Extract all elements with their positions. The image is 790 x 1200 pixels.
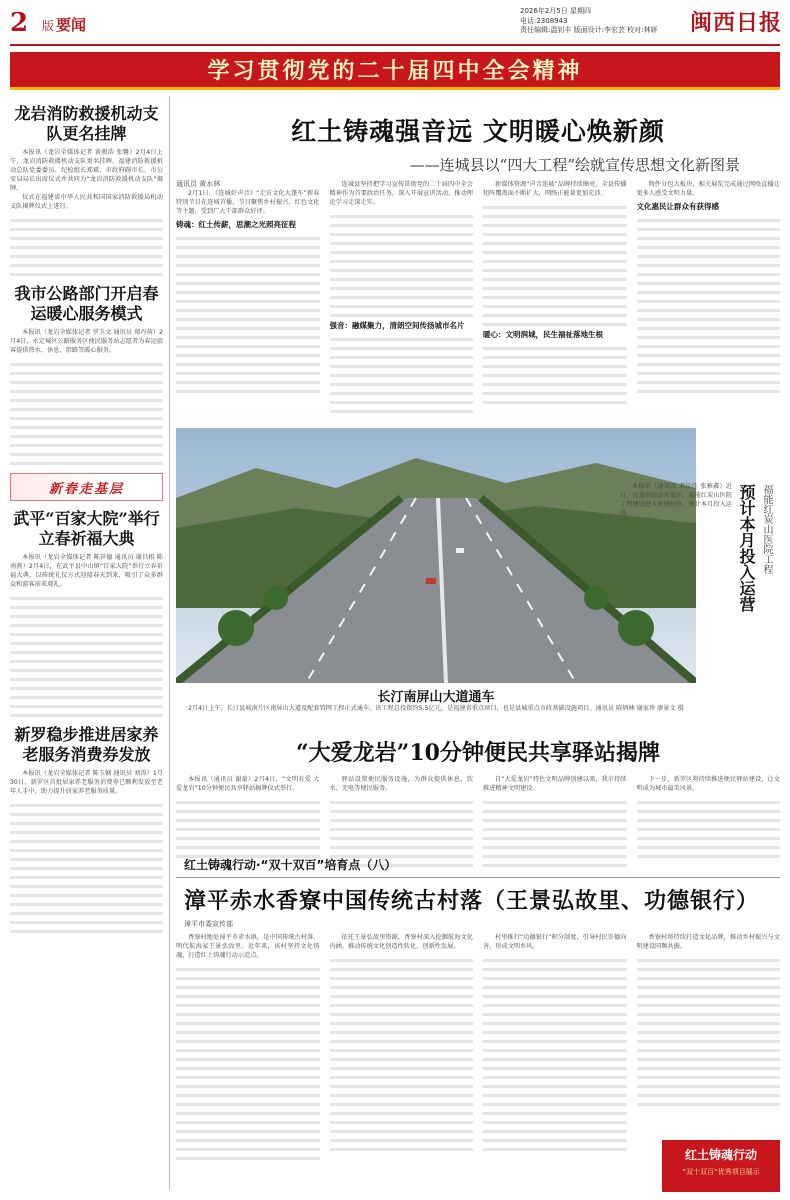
left-story-3-title[interactable]: 武平“百家大院”举行立春祈福大典 (13, 509, 160, 548)
village-byline: 漳平市委宣传部 (184, 920, 233, 928)
left-story-1-body: 本报讯（龙岩全媒体记者 黄骏浩 张馨）2月4日上午，龙岩消防救援机动支队更名挂牌。福建消防救援机动总队党委委员、纪检组长郑斌、市政府副市长、市公安局局长出席仪式并共同为“龙岩消防救援机动支队”揭牌。 (10, 149, 163, 192)
left-story-3 (10, 509, 163, 717)
road-photo-image (176, 428, 696, 683)
lead-story (176, 96, 780, 339)
edition-info: 2026年2月5日 星期四 电话:2308943 责任编辑:温钊丰 版面设计:李宏芸 校对:林妍 (520, 7, 658, 34)
station-col-3: 自“大爱龙岩”特色文明品牌创建以来，我市持续推进精神文明建设。 (483, 775, 627, 875)
village-col-3: 村里推行“功德银行”积分制度，引导村民崇德向善，形成文明乡风。 (483, 933, 627, 1193)
text-filler (10, 798, 163, 933)
lead-subheading-1: 铸魂：红土传薪，思潮之光照亮征程 (176, 220, 296, 229)
lead-col-1: 通讯员 黄水林 2月1日，《连城好声音》“走访文化大篷车”新春特别节目在连城首播，节目聚焦乡村振兴、红色文化等主题，受到广大干部群众好评。 铸魂：红土传薪，思潮之光照亮征程 (176, 180, 320, 425)
promo-line-1: 红土铸魂行动 (684, 1148, 757, 1162)
text-filler (10, 213, 163, 276)
village-headline[interactable]: 漳平赤水香寮中国传统古村落（王景弘故里、功德银行） (184, 888, 760, 914)
left-story-4-body: 本报讯（龙岩全媒体记者 陈玉娴 通讯员 刘涛）1月30日，新罗区首批居家养老服务消费券已顺利发放至老年人手中，助力提升居家养老服务质量。 (10, 770, 163, 795)
text-filler (637, 213, 781, 393)
xinchun-label: 新春走基层 (10, 473, 163, 501)
left-column (10, 96, 170, 1190)
lead-col-2: 连城县坚持把学习宣传贯彻党的二十届四中全会精神作为首要政治任务，深入开展宣讲活动，推动理论学习走深走实。 强音：融媒聚力，清朗空间传扬城市名片 (330, 180, 474, 425)
village-col-4: 香寮村将持续打造文化品牌，推动乡村振兴与文明建设同频共振。 (637, 933, 781, 1193)
lead-subheading-4: 文化惠民让群众有获得感 (636, 202, 719, 211)
left-story-1 (10, 104, 163, 276)
photo-description: 2月4日上午，长汀县城南片区南屏山大道及配套管网工程正式通车。该工程总投资约5.5亿元，是福建省重点项目，也是县城重点市政基础设施项目。通讯员 陈炳林 谢家珍 廖景文 摄 (188, 705, 684, 712)
lead-subheading-3: 暖心：文明润城，民生福祉落地生根 (483, 330, 603, 339)
station-headline[interactable]: “大爱龙岩”10分钟便民共享驿站揭牌 (296, 740, 660, 766)
lead-byline: 通讯员 黄水林 (176, 180, 221, 188)
left-story-2-body: 本报讯（龙岩全媒体记者 罗玉文 通讯员 郑丹荷）2月4日，永定城区公路服务区便民服务站志愿者为春运旅客提供热水、休息、指路等暖心服务。 (10, 329, 163, 354)
hospital-story-subtitle: 福能红炭山医院工程 (761, 484, 772, 574)
lead-subhead: ——连城县以“四大工程”绘就宣传思想文化新图景 (409, 156, 740, 174)
lead-col-4: 物件分包大板块，相关展览完成通过网络直播让更多人感受文明力量。 文化惠民让群众有获得感 (637, 180, 781, 425)
village-kicker: 红土铸魂行动·“双十双百”培育点（八） (176, 852, 780, 878)
promo-badge (662, 1140, 780, 1192)
text-filler (483, 341, 627, 404)
text-filler (330, 332, 474, 413)
section-name: 版 要闻 (42, 16, 87, 34)
road-photo[interactable] (176, 428, 696, 683)
left-story-4-title[interactable]: 新罗稳步推进居家养老服务消费券发放 (14, 725, 159, 764)
village-col-1: 香寮村地处漳平市赤水镇，是中国传统古村落，明代航海家王景弘故里。近年来，该村坚持文化铸魂，打造红土铸魂行动示范点。 (176, 933, 320, 1193)
lead-col-3: 新媒体资源“声音连城”品牌持续擦亮，全县传播矩阵覆盖面不断扩大，网络正能量更加充沛。 暖心：文明润城，民生福祉落地生根 (483, 180, 627, 425)
lead-subheading-2: 强音：融媒聚力，清朗空间传扬城市名片 (329, 321, 465, 330)
left-story-3-body: 本报讯（龙岩全媒体记者 陈祥德 通讯员 谢昌根 陈南燕）2月4日，在武平县中山镇“百家大院”举行立春祈福大典，以传统礼仪方式迎接春天到来，吸引了众多群众和游客前来观礼。 (10, 554, 163, 588)
lead-headline[interactable]: 红土铸魂强音远 文明暖心焕新颜 (291, 117, 665, 146)
left-story-1-title[interactable]: 龙岩消防救援机动支队更名挂牌 (14, 104, 159, 143)
text-filler (176, 231, 320, 393)
text-filler (10, 591, 163, 717)
left-story-2-title[interactable]: 我市公路部门开启春运暖心服务模式 (14, 284, 159, 323)
station-col-4: 下一步，新罗区将持续推进便民驿站建设，让文明成为城市最美风景。 (637, 775, 781, 875)
banner-text: 学习贯彻党的二十届四中全会精神 (207, 59, 583, 84)
text-filler (483, 200, 627, 326)
hospital-story-title[interactable]: 预计本月投入运营 (737, 484, 756, 612)
masthead (0, 0, 790, 50)
text-filler (10, 357, 163, 465)
left-story-1-body2: 仪式在福建省中华人民共和国国家消防救援局机动支队揭牌仪式上进行。 (10, 194, 163, 210)
village-col-2: 依托王景弘故里资源，香寮村深入挖掘航海文化内涵，推动传统文化创造性转化、创新性发展。 (330, 933, 474, 1193)
lead-columns (176, 180, 780, 425)
left-story-2 (10, 284, 163, 465)
left-story-4 (10, 725, 163, 933)
masthead-rule (10, 44, 780, 46)
photo-caption: 长汀南屏山大道通车 (176, 686, 696, 704)
newspaper-logo: 闽西日报 (690, 10, 783, 36)
theme-banner (10, 52, 780, 90)
hospital-story-body: 本报讯（通讯员 邓佳佳 张雅鑫）近日，在龙岩经济开发区，福能红炭山医院工程建设进入收尾阶段，预计本月投入运营。 (620, 483, 732, 517)
text-filler (330, 209, 474, 317)
station-col-1: 本报讯（通讯员 谢豪）2月4日，“文明有爱 大爱龙岩”10分钟便民共享驿站揭牌仪式举行。 (176, 775, 320, 875)
station-col-2: 驿站设置便民服务设施，为群众提供休息、饮水、充电等便民服务。 (330, 775, 474, 875)
promo-line-2: “双十双百”优秀项目展示 (682, 1168, 760, 1176)
page-number: 2 (10, 8, 29, 38)
